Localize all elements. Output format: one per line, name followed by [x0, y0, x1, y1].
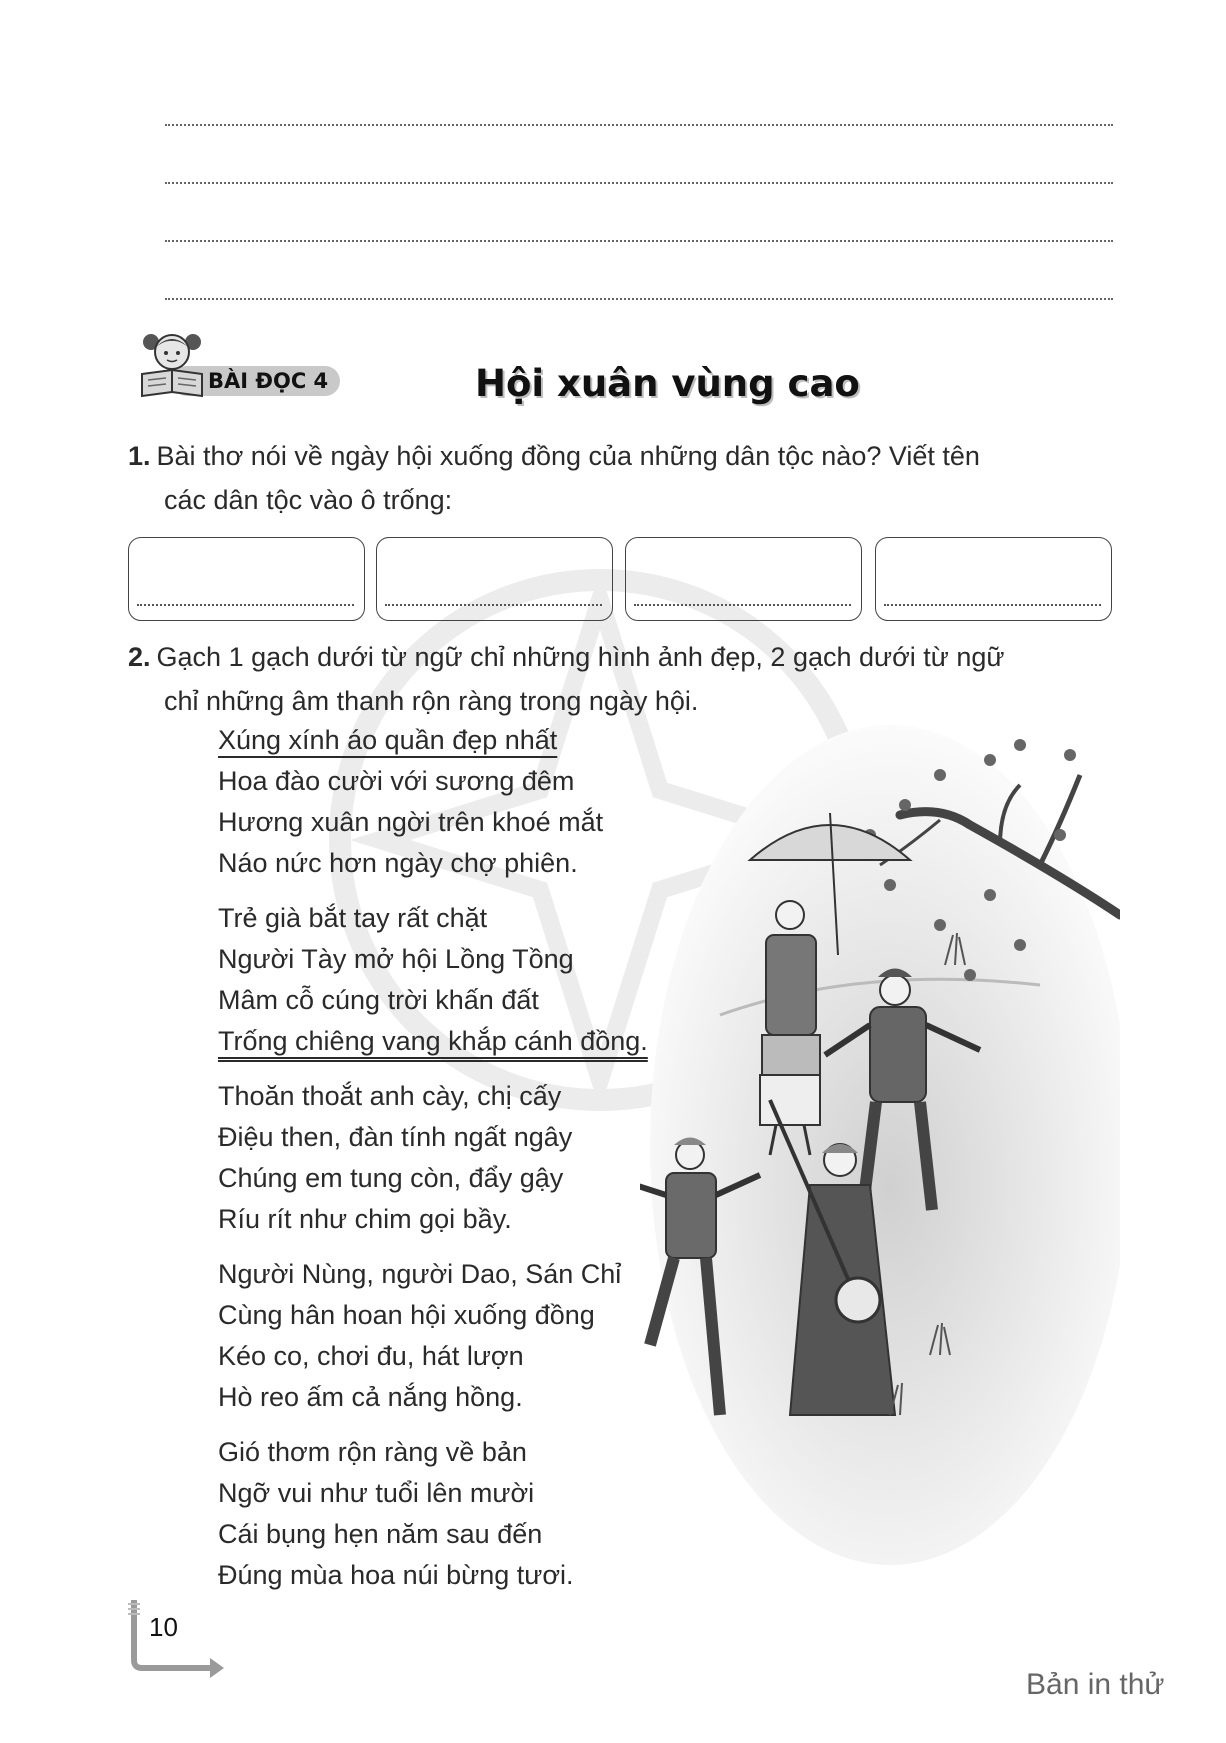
poem-line[interactable]: Gió thơm rộn ràng về bản — [218, 1437, 527, 1467]
poem-line[interactable]: Người Tày mở hội Lồng Tồng — [218, 944, 574, 974]
poem-line[interactable]: Thoăn thoắt anh cày, chị cấy — [218, 1081, 562, 1111]
answer-line-2[interactable] — [165, 182, 1113, 184]
lesson-title: Hội xuân vùng cao — [475, 362, 860, 405]
poem-line-underlined-single[interactable]: Xúng xính áo quần đẹp nhất — [218, 725, 558, 755]
page-number: 10 — [149, 1612, 178, 1642]
poem — [218, 720, 778, 1610]
poem-line[interactable]: Đúng mùa hoa núi bừng tươi. — [218, 1560, 574, 1590]
poem-stanza-5 — [218, 1432, 778, 1596]
question-1-line1: Bài thơ nói về ngày hội xuống đồng của những dân tộc nào? Viết tên — [156, 441, 980, 471]
poem-stanza-3 — [218, 1076, 778, 1240]
poem-line[interactable]: Náo nức hơn ngày chợ phiên. — [218, 848, 578, 878]
answer-box-1-fill[interactable] — [137, 604, 354, 606]
answer-box-3[interactable] — [625, 537, 862, 621]
answer-line-4[interactable] — [165, 298, 1113, 300]
question-1-number: 1. — [128, 441, 151, 471]
poem-line[interactable]: Kéo co, chơi đu, hát lượn — [218, 1341, 524, 1371]
answer-box-2[interactable] — [376, 537, 613, 621]
question-2-number: 2. — [128, 642, 151, 672]
girl-reading-icon — [132, 328, 212, 400]
question-2-line1: Gạch 1 gạch dưới từ ngữ chỉ những hình ảnh đẹp, 2 gạch dưới từ ngữ — [156, 642, 1005, 672]
poem-stanza-2 — [218, 898, 778, 1062]
poem-line[interactable]: Ngỡ vui như tuổi lên mười — [218, 1478, 535, 1508]
answer-box-4-fill[interactable] — [884, 604, 1101, 606]
answer-box-4[interactable] — [875, 537, 1112, 621]
lesson-badge — [132, 328, 342, 400]
answer-line-1[interactable] — [165, 124, 1113, 126]
poem-line[interactable]: Ríu rít như chim gọi bầy. — [218, 1204, 512, 1234]
poem-line[interactable]: Hò reo ấm cả nắng hồng. — [218, 1382, 523, 1412]
question-1 — [128, 434, 1128, 522]
poem-stanza-1 — [218, 720, 778, 884]
poem-line[interactable]: Người Nùng, người Dao, Sán Chỉ — [218, 1259, 622, 1289]
poem-line[interactable]: Điệu then, đàn tính ngất ngây — [218, 1122, 573, 1152]
poem-line-underlined-double[interactable]: Trống chiêng vang khắp cánh đồng. — [218, 1026, 648, 1056]
poem-line[interactable]: Hoa đào cười với sương đêm — [218, 766, 575, 796]
poem-line[interactable]: Trẻ già bắt tay rất chặt — [218, 903, 488, 933]
poem-line[interactable]: Cùng hân hoan hội xuống đồng — [218, 1300, 595, 1330]
question-2-line2: chỉ những âm thanh rộn ràng trong ngày hội. — [164, 686, 699, 716]
badge-label: BÀI ĐỌC 4 — [208, 369, 329, 393]
answer-box-3-fill[interactable] — [634, 604, 851, 606]
poem-line[interactable]: Mâm cỗ cúng trời khấn đất — [218, 985, 539, 1015]
question-2 — [128, 635, 1128, 723]
answer-line-3[interactable] — [165, 240, 1113, 242]
poem-line[interactable]: Hương xuân ngời trên khoé mắt — [218, 807, 604, 837]
poem-line[interactable]: Chúng em tung còn, đẩy gậy — [218, 1163, 564, 1193]
poem-line[interactable]: Cái bụng hẹn năm sau đến — [218, 1519, 543, 1549]
answer-box-2-fill[interactable] — [385, 604, 602, 606]
answer-box-1[interactable] — [128, 537, 365, 621]
footer-note: Bản in thử — [1026, 1668, 1165, 1701]
poem-stanza-4 — [218, 1254, 778, 1418]
question-1-line2: các dân tộc vào ô trống: — [164, 485, 453, 515]
